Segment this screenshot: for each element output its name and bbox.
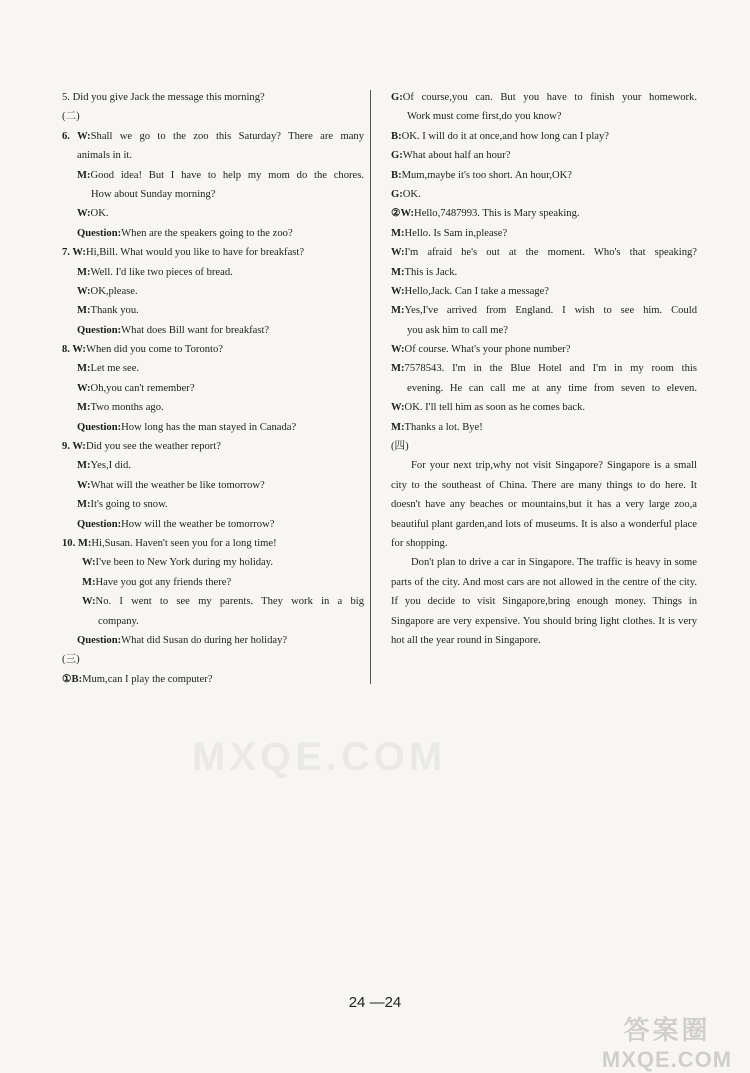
dialogue-line: G:What about half an hour? — [391, 150, 511, 162]
passage-paragraph-2: Don't plan to drive a car in Singapore. The traffic is heavy in some parts of the city. And most cars are not allowed in the centre of the city. If you decide to visit Singapore,bring enough money. Things in Singapore are very expensive. You should bring light clothes. It is very hot all the year round in Singapore. — [391, 557, 697, 647]
dialogue-line: W:OK,please. — [77, 285, 138, 297]
dialogue-line: M:It's going to snow. — [77, 499, 168, 511]
passage-paragraph-1: For your next trip,why not visit Singapore? Singapore is a small city to the southeast of China. There are many things to do here. It doesn't have any beaches or mountains,but it has a very large zoo,a beautiful plant garden,and lots of museums. It is also a wonderful place for shopping. — [391, 460, 697, 550]
question-line: Question:When are the speakers going to the zoo? — [77, 227, 293, 239]
dialogue-line: W:Hello,Jack. Can I take a message? — [391, 285, 549, 297]
dialogue-line: evening. He can call me at any time from seven to eleven. — [407, 382, 697, 394]
dialogue-line: ①B:Mum,can I play the computer? — [62, 673, 213, 685]
dialogue-line: M:Hello. Is Sam in,please? — [391, 227, 508, 239]
section-heading-3: (三) — [62, 654, 80, 666]
dialogue-line: G:Of course,you can. But you have to finish your homework. — [391, 92, 697, 103]
dialogue-line: W:Of course. What's your phone number? — [391, 344, 571, 356]
site-watermark-logo — [592, 1010, 742, 1073]
dialogue-line: W:OK. I'll tell him as soon as he comes back. — [391, 402, 586, 414]
dialogue-line: M:This is Jack. — [391, 266, 458, 278]
dialogue-line: 10. M:Hi,Susan. Haven't seen you for a long time! — [62, 537, 277, 549]
faded-watermark: MXQE.COM — [192, 735, 447, 779]
dialogue-line: M:7578543. I'm in the Blue Hotel and I'm in my room this — [391, 363, 697, 375]
dialogue-line: Work must come first,do you know? — [407, 111, 562, 123]
dialogue-line: 8. W:When did you come to Toronto? — [62, 344, 223, 356]
question-line: Question:What did Susan do during her holiday? — [77, 634, 288, 646]
page-number: 24 —24 — [348, 994, 402, 1011]
dialogue-line: W:I'm afraid he's out at the moment. Who's that speaking? — [391, 247, 697, 259]
question-5: 5. Did you give Jack the message this morning? — [62, 92, 265, 103]
dialogue-line: W:Oh,you can't remember? — [77, 382, 195, 394]
dialogue-line: M:Good idea! But I have to help my mom do the chores. — [77, 169, 364, 181]
dialogue-line: B:Mum,maybe it's too short. An hour,OK? — [391, 169, 572, 181]
dialogue-line: G:OK. — [391, 188, 421, 200]
dialogue-line: M:Let me see. — [77, 363, 140, 375]
dialogue-line: M:Have you got any friends there? — [82, 576, 232, 588]
dialogue-line: W:OK. — [77, 208, 109, 220]
dialogue-line: animals in it. — [77, 150, 133, 162]
dialogue-line: M:Two months ago. — [77, 402, 164, 414]
dialogue-line: How about Sunday morning? — [91, 188, 216, 200]
dialogue-line: ②W:Hello,7487993. This is Mary speaking. — [391, 208, 580, 220]
question-line: Question:How long has the man stayed in Canada? — [77, 421, 297, 433]
dialogue-line: M:Yes,I've arrived from England. I wish to see him. Could — [391, 305, 697, 317]
dialogue-line: 6. W:Shall we go to the zoo this Saturday? There are many — [62, 130, 364, 142]
dialogue-line: B:OK. I will do it at once,and how long can I play? — [391, 130, 609, 142]
watermark-top-text: 答案圈 — [623, 1015, 711, 1045]
dialogue-line: W:I've been to New York during my holiday. — [82, 557, 274, 569]
watermark-bottom-text: MXQE.COM — [601, 1047, 733, 1072]
right-column — [391, 88, 697, 650]
section-heading-4: (四) — [391, 441, 409, 453]
dialogue-line: W:No. I went to see my parents. They work in a big — [82, 596, 364, 608]
column-divider — [370, 90, 371, 684]
dialogue-line: M:Thank you. — [77, 305, 139, 317]
dialogue-line: 7. W:Hi,Bill. What would you like to have for breakfast? — [62, 247, 305, 259]
question-line: Question:What does Bill want for breakfast? — [77, 324, 270, 336]
dialogue-line: M:Yes,I did. — [77, 460, 131, 472]
dialogue-line: 9. W:Did you see the weather report? — [62, 441, 221, 453]
dialogue-line: W:What will the weather be like tomorrow? — [77, 479, 265, 491]
dialogue-line: M:Well. I'd like two pieces of bread. — [77, 266, 233, 278]
question-line: Question:How will the weather be tomorrow? — [77, 518, 275, 530]
section-heading-2: (二) — [62, 111, 80, 123]
left-column — [62, 88, 364, 689]
dialogue-line: company. — [98, 615, 139, 627]
dialogue-line: you ask him to call me? — [407, 324, 508, 336]
dialogue-line: M:Thanks a lot. Bye! — [391, 421, 483, 433]
